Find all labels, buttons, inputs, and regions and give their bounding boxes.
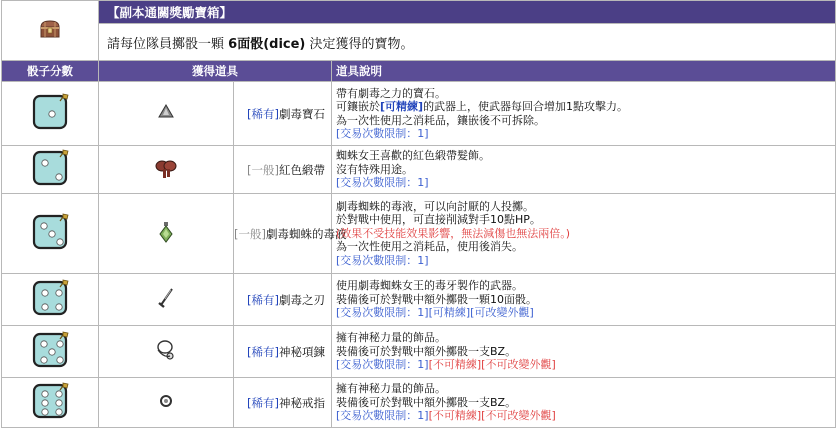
description-line [336, 200, 831, 214]
item-name-cell [234, 82, 332, 146]
description-line [336, 240, 831, 254]
description-text: [交易次數限制：1][可精練][可改變外觀] [336, 306, 534, 320]
column-header-row [2, 61, 836, 82]
dice-cell [2, 378, 99, 428]
item-grade: [稀有] [247, 292, 279, 307]
reward-row [2, 146, 836, 194]
item-name: 神秘戒指 [279, 395, 325, 410]
dice-cell [2, 274, 99, 326]
item-name: 劇毒寶石 [279, 106, 325, 121]
reward-row [2, 82, 836, 146]
description-line [336, 293, 831, 307]
intro-row [2, 24, 836, 61]
dice-face-5-icon [32, 330, 68, 366]
description-text: 擁有神秘力量的飾品。 [336, 331, 446, 345]
item-description [332, 194, 836, 274]
item-description [332, 326, 836, 378]
item-icon-cell [99, 194, 234, 274]
description-text: 於對戰中使用，可直接削減對手10點HP。 [336, 213, 541, 227]
page-title: 【副本通關獎勵寶箱】 [99, 1, 836, 24]
description-text: 帶有劇毒之力的寶石。 [336, 86, 446, 100]
description-line [336, 127, 831, 141]
description-line [336, 382, 831, 396]
description-line [336, 87, 831, 101]
description-line [336, 409, 831, 423]
title-row [2, 1, 836, 24]
description-text: (效果不受技能效果影響，無法減傷也無法兩倍。) [336, 226, 571, 240]
mystic-ring-icon [158, 398, 174, 412]
item-description [332, 274, 836, 326]
mystic-necklace-icon [154, 351, 178, 365]
treasure-chest-icon [39, 19, 61, 39]
reward-table [1, 0, 836, 428]
description-line [336, 358, 831, 372]
item-name-cell [234, 378, 332, 428]
intro-prefix: 請每位隊員擲骰一顆 [107, 36, 225, 52]
description-text: 為一次性使用之消耗品，使用後消失。 [336, 240, 523, 254]
description-text: [交易次數限制：1] [336, 127, 429, 140]
item-name-cell [234, 274, 332, 326]
description-text: 劇毒蜘蛛的毒液，可以向討厭的人投擲。 [336, 199, 534, 213]
dice-face-2-icon [32, 148, 68, 184]
description-line [336, 163, 831, 177]
dice-cell [2, 326, 99, 378]
item-icon-cell [99, 326, 234, 378]
intro-dice: 6面骰(dice) [228, 36, 306, 52]
item-grade: [稀有] [247, 395, 279, 410]
col-header-desc: 道具說明 [332, 61, 836, 82]
description-text: 使用劇毒蜘蛛女王的毒牙製作的武器。 [336, 279, 523, 293]
item-icon-cell [99, 274, 234, 326]
item-icon-cell [99, 146, 234, 194]
reward-row [2, 378, 836, 428]
description-text: 裝備後可於對戰中額外擲骰一支BZ。 [336, 344, 517, 358]
item-name: 神秘項鍊 [279, 344, 325, 359]
description-line [336, 149, 831, 163]
item-description [332, 146, 836, 194]
venom-flask-icon [158, 232, 174, 246]
reward-row [2, 326, 836, 378]
item-grade: [一般] [247, 162, 279, 177]
description-text: [交易次數限制：1] [336, 358, 429, 372]
description-text: 為一次性使用之消耗品，鑲嵌後不可拆除。 [336, 113, 545, 127]
item-name: 劇毒之刃 [279, 292, 325, 307]
description-text: 裝備後可於對戰中額外擲骰一顆10面骰。 [336, 292, 537, 306]
description-text: 沒有特殊用途。 [336, 162, 413, 176]
dice-cell [2, 82, 99, 146]
description-text: [不可精練][不可改變外觀] [428, 409, 556, 423]
description-line [336, 345, 831, 359]
poison-gem-icon [157, 110, 175, 124]
description-text: [交易次數限制：1] [336, 253, 429, 267]
dice-cell [2, 194, 99, 274]
description-line [336, 100, 831, 114]
poison-dagger-icon [157, 298, 175, 312]
description-line [336, 279, 831, 293]
col-header-item: 獲得道具 [99, 61, 332, 82]
item-name-cell [234, 326, 332, 378]
dice-face-1-icon [32, 92, 68, 128]
description-text: [交易次數限制：1] [336, 409, 429, 423]
item-icon-cell [99, 378, 234, 428]
dice-face-3-icon [32, 212, 68, 248]
chest-icon-cell [2, 1, 99, 61]
intro-text [99, 24, 836, 61]
item-description [332, 378, 836, 428]
item-name: 劇毒蜘蛛的毒液 [265, 226, 347, 241]
description-line [336, 306, 831, 320]
description-text: 擁有神秘力量的飾品。 [336, 382, 446, 396]
intro-suffix: 決定獲得的寶物。 [309, 36, 414, 52]
description-line [336, 114, 831, 128]
red-ribbon-icon [154, 168, 178, 182]
dice-cell [2, 146, 99, 194]
item-icon-cell [99, 82, 234, 146]
description-text: [不可精練][不可改變外觀] [428, 358, 556, 372]
item-name-cell [234, 146, 332, 194]
description-text: 的武器上，使武器每回合增加1點攻擊力。 [423, 100, 629, 113]
item-name-cell [234, 194, 347, 274]
item-name: 紅色緞帶 [279, 162, 325, 177]
description-text: 裝備後可於對戰中額外擲骰一支BZ。 [336, 395, 517, 409]
dice-face-6-icon [32, 381, 68, 417]
item-grade: [稀有] [247, 344, 279, 359]
description-line [336, 254, 831, 268]
description-line [336, 176, 831, 190]
description-line [336, 213, 831, 227]
description-text: [交易次數限制：1] [336, 176, 429, 190]
item-grade: [一般] [234, 226, 266, 241]
item-grade: [稀有] [247, 106, 279, 121]
dice-face-4-icon [32, 278, 68, 314]
description-text: 蜘蛛女王喜歡的紅色緞帶髮飾。 [336, 149, 490, 163]
description-text: [可精練] [380, 100, 424, 113]
reward-row [2, 274, 836, 326]
item-description [332, 82, 836, 146]
description-text: 可鑲嵌於 [336, 100, 380, 113]
description-line [336, 227, 831, 241]
col-header-dice: 骰子分數 [2, 61, 99, 82]
description-line [336, 396, 831, 410]
description-line [336, 331, 831, 345]
reward-row [2, 194, 836, 274]
